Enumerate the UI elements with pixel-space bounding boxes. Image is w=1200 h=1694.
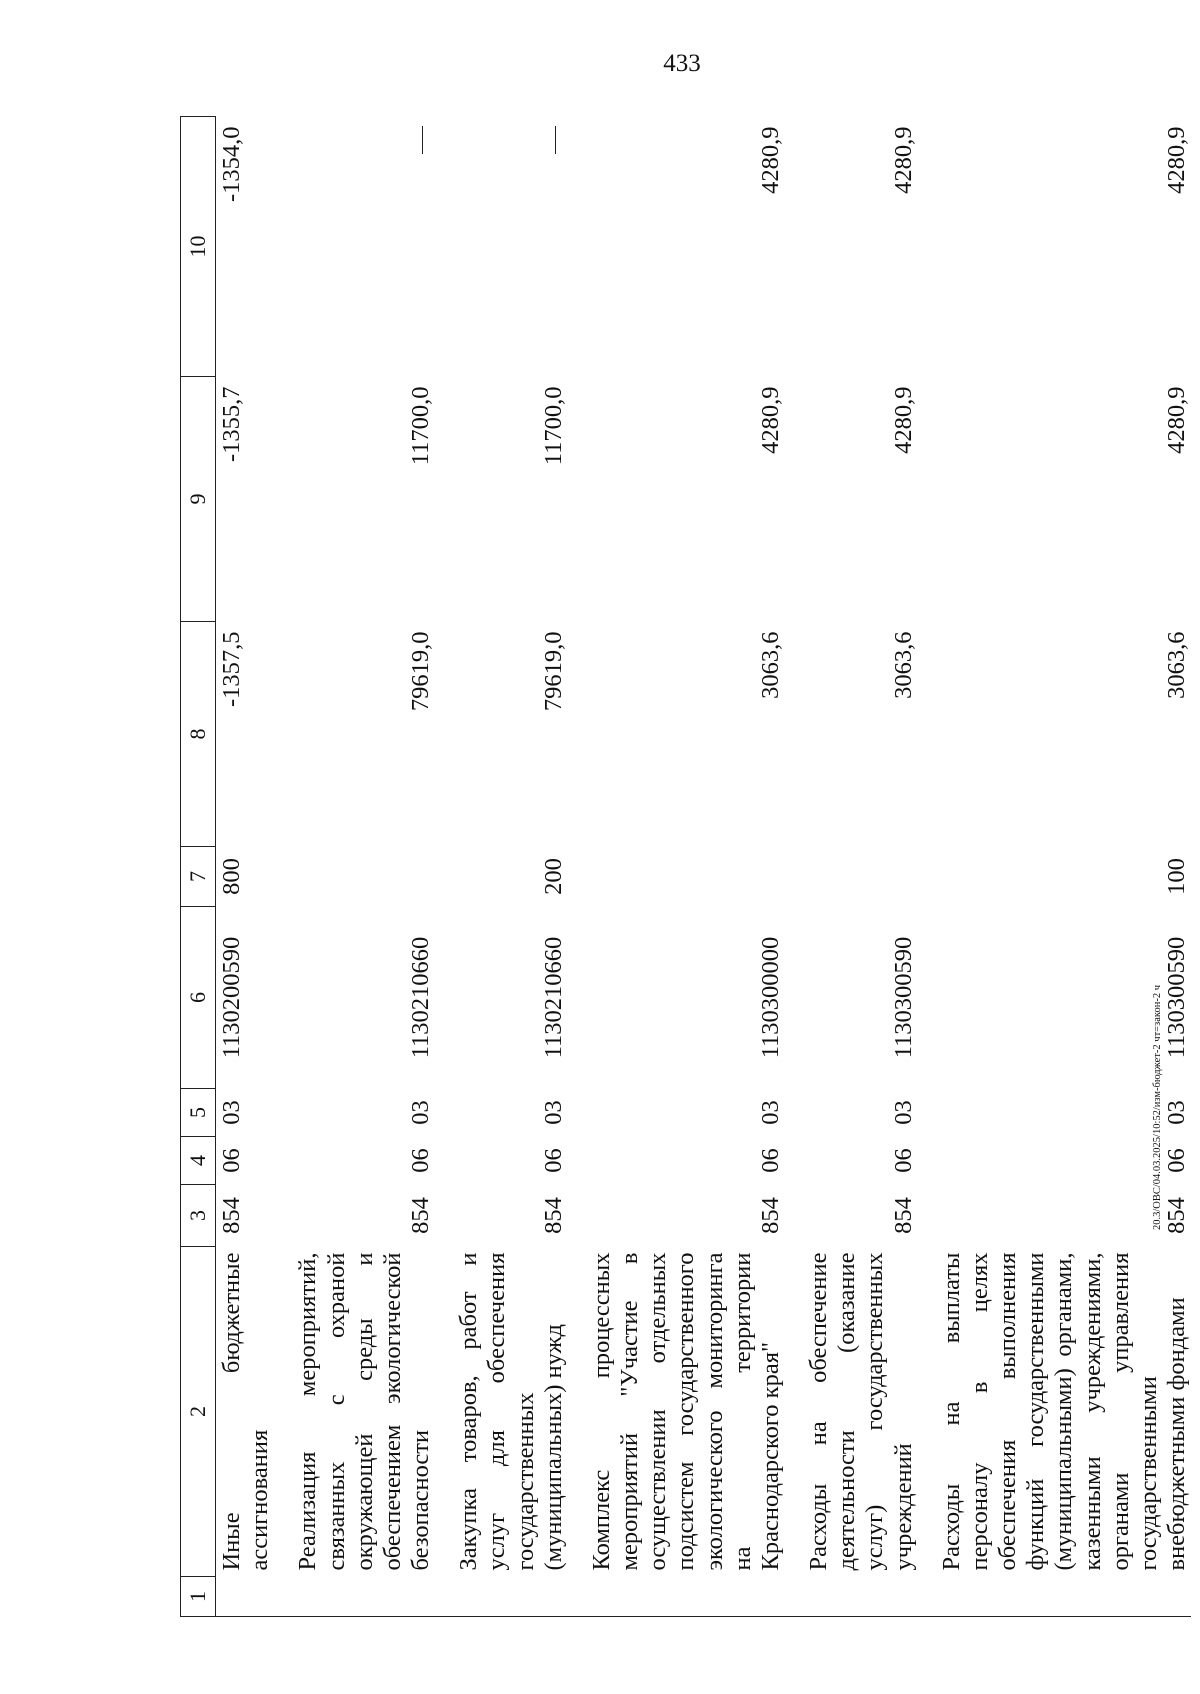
cell-col-7	[568, 847, 785, 907]
cell-col-8: 79619,0	[407, 631, 435, 712]
document-footer-code: 20.3/ОВС/04.03.2025/10:52/изм-бюджет-2 чт=закон-2 ч	[1152, 985, 1163, 1230]
cell-col-5: 03	[756, 1100, 784, 1125]
header-col-1: 1	[181, 1577, 216, 1617]
cell-col-9: 4280,9	[889, 386, 917, 454]
cell-col-1	[435, 1577, 568, 1617]
cell-col-10: 4280,9	[1163, 126, 1191, 194]
cell-col-6: 1130300590	[889, 936, 917, 1059]
header-col-6: 6	[181, 907, 216, 1089]
cell-col-4: 06	[218, 1148, 245, 1173]
page-number: 433	[663, 50, 701, 77]
table-row	[785, 117, 918, 1617]
cell-col-3: 854	[1163, 1197, 1191, 1234]
header-col-5: 5	[181, 1089, 216, 1137]
cell-col-6: 1130210660	[539, 936, 567, 1059]
dash-mark	[555, 127, 556, 155]
cell-col-7: 800	[218, 858, 245, 895]
header-col-10: 10	[181, 117, 216, 377]
header-col-4: 4	[181, 1137, 216, 1185]
cell-col-8: 3063,6	[1163, 631, 1191, 699]
cell-col-4: 06	[407, 1148, 435, 1173]
cell-description: Закупка товаров, работ и услуг для обеспечения государственных (муниципальных) нужд	[455, 1252, 567, 1571]
table-row	[274, 117, 435, 1617]
cell-col-9: 4280,9	[1163, 386, 1191, 454]
cell-col-10: -1354,0	[218, 126, 245, 203]
dash-mark	[422, 127, 423, 155]
cell-col-3: 854	[889, 1197, 917, 1234]
cell-col-10: 4280,9	[756, 126, 784, 194]
cell-description: Комплекс процессных мероприятий "Участие в осуществлении отдельных подсистем государственного экологического мониторинга на территории Краснодарского края"	[587, 1252, 784, 1571]
cell-col-9: 11700,0	[539, 386, 567, 466]
table-header-row	[181, 117, 216, 1617]
cell-col-3: 854	[539, 1197, 567, 1234]
cell-col-6: 1130210660	[407, 936, 435, 1059]
table-row	[568, 117, 785, 1617]
cell-col-7: 200	[539, 858, 567, 895]
cell-col-9: -1355,7	[218, 386, 245, 463]
cell-col-1	[216, 1577, 275, 1617]
cell-col-5: 03	[218, 1100, 245, 1125]
header-col-7: 7	[181, 847, 216, 907]
header-col-2: 2	[181, 1247, 216, 1577]
cell-description: Иные бюджетные ассигнования	[218, 1252, 274, 1571]
cell-col-7	[274, 847, 435, 907]
cell-col-10	[274, 117, 435, 377]
cell-col-9: 11700,0	[407, 386, 435, 466]
cell-description: Расходы на выплаты персоналу в целях обеспечения выполнения функций государственными (муниципальными) органами, казенными учреждениями, органами управления государственными внебюджетными фондами	[937, 1252, 1191, 1571]
cell-col-5: 03	[889, 1100, 917, 1125]
cell-description: Реализация мероприятий, связанных с охраной окружающей среды и обеспечением экологической безопасности	[294, 1252, 435, 1571]
cell-col-9: 4280,9	[756, 386, 784, 454]
cell-col-7	[785, 847, 918, 907]
cell-col-6: 1130300590	[1163, 936, 1191, 1059]
cell-col-1	[568, 1577, 785, 1617]
cell-col-5: 03	[1163, 1100, 1191, 1125]
cell-col-10	[435, 117, 568, 377]
cell-col-4: 06	[539, 1148, 567, 1173]
header-col-3: 3	[181, 1185, 216, 1247]
cell-col-8: -1357,5	[218, 631, 245, 708]
header-col-8: 8	[181, 622, 216, 847]
cell-description: Расходы на обеспечение деятельности (оказание услуг) государственных учреждений	[805, 1252, 917, 1571]
cell-col-1	[274, 1577, 435, 1617]
cell-col-4: 06	[1163, 1148, 1191, 1173]
budget-table	[180, 116, 1191, 1617]
cell-col-8: 3063,6	[889, 631, 917, 699]
cell-col-3: 854	[756, 1197, 784, 1234]
table-row	[918, 117, 1192, 1617]
cell-col-1	[918, 1577, 1192, 1617]
header-col-9: 9	[181, 377, 216, 622]
cell-col-5: 03	[539, 1100, 567, 1125]
table-row	[435, 117, 568, 1617]
cell-col-6: 1130300000	[756, 936, 784, 1059]
cell-col-4: 06	[889, 1148, 917, 1173]
cell-col-7: 100	[1163, 858, 1191, 895]
cell-col-4: 06	[756, 1148, 784, 1173]
cell-col-10: 4280,9	[889, 126, 917, 194]
cell-col-3: 854	[218, 1197, 245, 1234]
table-row	[216, 117, 275, 1617]
table-body	[216, 117, 1192, 1617]
cell-col-1	[785, 1577, 918, 1617]
cell-col-6: 1130200590	[218, 936, 245, 1059]
cell-col-8: 3063,6	[756, 631, 784, 699]
cell-col-5: 03	[407, 1100, 435, 1125]
cell-col-3: 854	[407, 1197, 435, 1234]
cell-col-8: 79619,0	[539, 631, 567, 712]
